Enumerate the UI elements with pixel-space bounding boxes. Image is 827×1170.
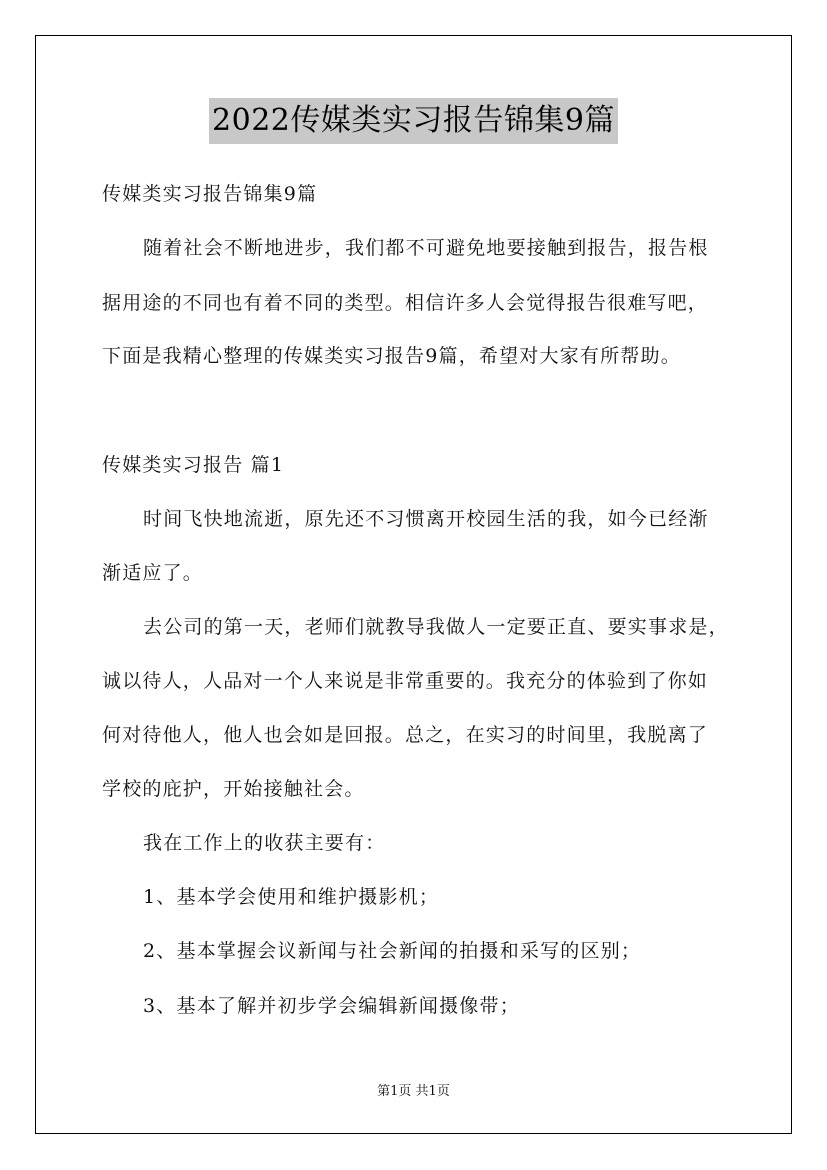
section-heading: 传媒类实习报告 篇1: [102, 454, 285, 476]
list-item-1: 1、基本学会使用和维护摄影机；: [143, 886, 440, 908]
paragraph-1-line-1: 时间飞快地流逝，原先还不习惯离开校园生活的我，如今已经渐: [143, 508, 709, 530]
page-number-footer: 第1页 共1页: [377, 1084, 450, 1099]
paragraph-2-line-3: 何对待他人，他人也会如是回报。总之，在实习的时间里，我脱离了: [102, 724, 709, 746]
list-item-3: 3、基本了解并初步学会编辑新闻摄像带；: [143, 995, 520, 1017]
intro-paragraph-line-2: 据用途的不同也有着不同的类型。相信许多人会觉得报告很难写吧，: [102, 292, 709, 314]
subtitle-line: 传媒类实习报告锦集9篇: [102, 183, 318, 205]
paragraph-2-line-1: 去公司的第一天，老师们就教导我做人一定要正直、要实事求是，: [143, 616, 729, 638]
paragraph-2-line-4: 学校的庇护，开始接触社会。: [102, 778, 365, 800]
intro-paragraph-line-3: 下面是我精心整理的传媒类实习报告9篇，希望对大家有所帮助。: [102, 345, 681, 367]
list-item-2: 2、基本掌握会议新闻与社会新闻的拍摄和采写的区别；: [143, 940, 642, 962]
paragraph-2-line-2: 诚以待人，人品对一个人来说是非常重要的。我充分的体验到了你如: [102, 670, 709, 692]
document-title: 2022传媒类实习报告锦集9篇: [209, 98, 618, 144]
paragraph-1-line-2: 渐适应了。: [102, 562, 204, 584]
gains-intro: 我在工作上的收获主要有：: [143, 832, 386, 854]
title-container: [0, 98, 827, 144]
intro-paragraph-line-1: 随着社会不断地进步，我们都不可避免地要接触到报告，报告根: [143, 237, 709, 259]
